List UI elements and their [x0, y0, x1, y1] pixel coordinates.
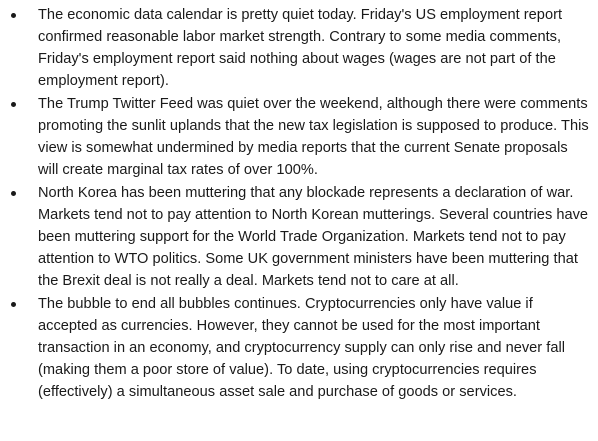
bullet-icon — [11, 102, 16, 107]
bullet-text: North Korea has been muttering that any blockade represents a declaration of war. Markets tend not to pay attention to North Korean mutterings. Several countries have been muttering support for the World Trade Organization. Markets tend not to pay attention to WTO politics. Some UK government ministers have been muttering that the Brexit deal is not really a deal. Markets tend not to care at all. — [38, 185, 589, 289]
list-item — [0, 93, 598, 181]
list-item — [0, 293, 598, 403]
list-item — [0, 4, 598, 92]
bullet-icon — [11, 13, 16, 18]
bullet-text: The Trump Twitter Feed was quiet over the weekend, although there were comments promoting the sunlit uplands that the new tax legislation is supposed to produce. This view is somewhat undermined by media reports that the current Senate proposals will create marginal tax rates of over 100%. — [38, 96, 589, 178]
bullet-icon — [11, 302, 16, 307]
bullet-text: The economic data calendar is pretty quiet today. Friday's US employment report confirmed reasonable labor market strength. Contrary to some media comments, Friday's employment report said nothing about wages (wages are not part of the employment report). — [38, 7, 563, 89]
bullet-text: The bubble to end all bubbles continues. Cryptocurrencies only have value if accepted as currencies. However, they cannot be used for the most important transaction in an economy, and cryptocurrency supply can only rise and never fall (making them a poor store of value). To date, using cryptocurrencies requires (effectively) a simultaneous asset sale and purchase of goods or services. — [38, 296, 566, 400]
list-item — [0, 182, 598, 292]
bullet-icon — [11, 191, 16, 196]
